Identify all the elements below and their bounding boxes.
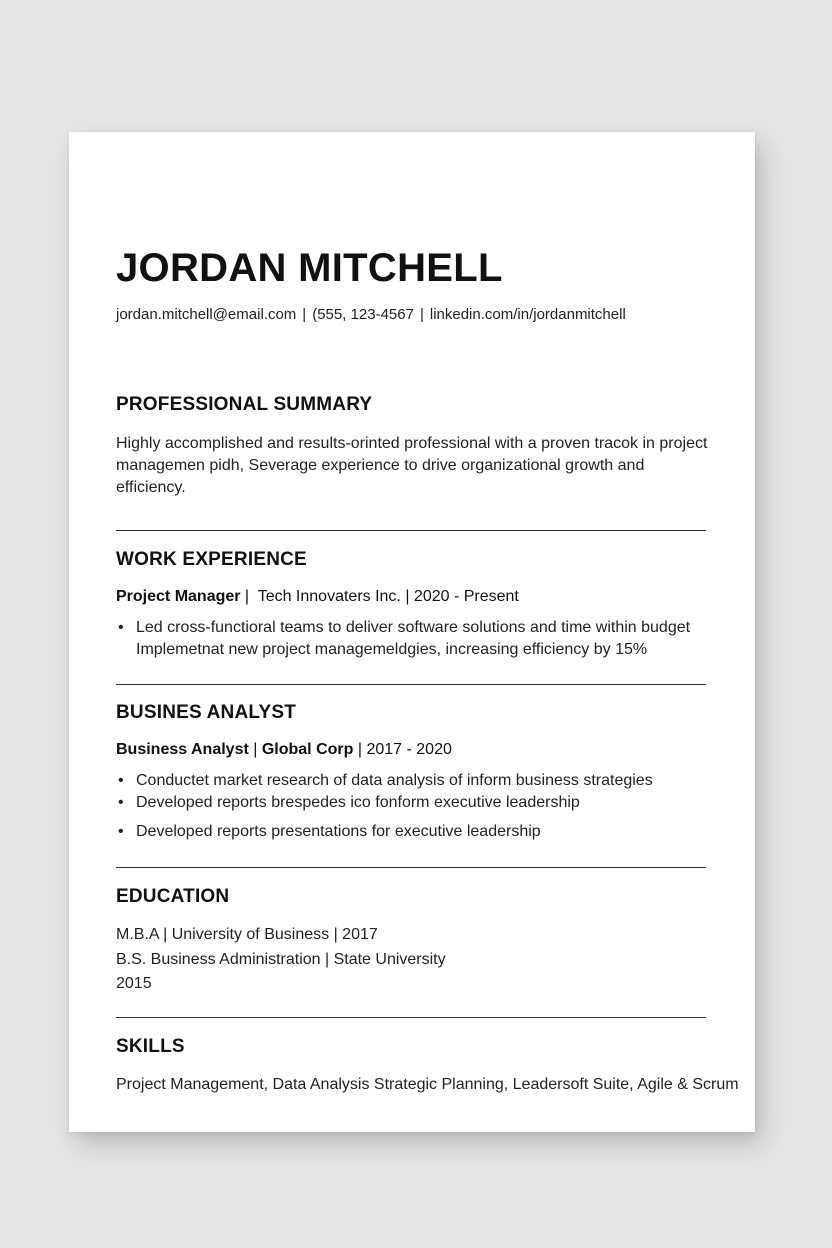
education-list — [116, 923, 708, 997]
contact-email: jordan.mitchell@email.com — [116, 306, 297, 323]
section-divider — [116, 1017, 706, 1018]
summary-heading: PROFESSIONAL SUMMARY — [116, 394, 373, 415]
job-separator: | — [400, 588, 414, 605]
job-role: Project Manager — [116, 588, 241, 605]
contact-phone: (555, 123-4567 — [312, 306, 414, 323]
job-role: Business Analyst — [116, 741, 249, 758]
work-experience-heading: WORK EXPERIENCE — [116, 549, 307, 570]
summary-text — [116, 433, 708, 499]
contact-linkedin: linkedin.com/in/jordanmitchell — [429, 306, 626, 323]
job-dates: 2017 - 2020 — [366, 741, 452, 758]
bullet-item: • Led cross-functioral teams to deliver software solutions and time within budget — [116, 617, 708, 639]
job-company: Tech Innovaters Inc. — [257, 588, 401, 605]
job-separator: | — [353, 741, 367, 758]
bullet-item: • Conductet market research of data analysis of inform business strategies — [116, 770, 708, 792]
section-divider — [116, 530, 706, 531]
bullet-item: • Developed reports presentations for executive leadership — [116, 821, 708, 843]
section-divider — [116, 684, 706, 685]
job-company: Global Corp — [261, 741, 354, 758]
contact-separator: | — [302, 306, 307, 323]
contact-line — [116, 305, 708, 325]
education-entry: M.B.A | University of Business | 2017 — [116, 926, 378, 943]
skills-heading: SKILLS — [116, 1035, 185, 1057]
candidate-name: JORDAN MITCHELL — [116, 246, 503, 290]
summary-line: Highly accomplished and results-orinted professional with a proven tracok in project — [116, 435, 708, 452]
contact-separator: | — [419, 306, 424, 323]
summary-line: managemen pidh, Severage experience to drive organizational growth and efficiency. — [116, 457, 645, 496]
resume-page — [69, 132, 755, 1132]
bullet-item: Implemetnat new project managemeldgies, increasing efficiency by 15% — [136, 641, 648, 658]
section-divider — [116, 867, 706, 868]
work-bullet-list — [116, 617, 708, 661]
job-header — [116, 586, 708, 608]
job-dates: 2020 - Present — [413, 588, 519, 605]
analyst-bullet-list — [116, 770, 708, 843]
resume-content — [116, 244, 739, 1096]
business-analyst-heading: BUSINES ANALYST — [116, 702, 297, 723]
job-separator: | — [248, 741, 262, 758]
education-entry: B.S. Business Administration | State University — [116, 950, 446, 968]
education-entry: 2015 — [116, 975, 152, 992]
education-heading: EDUCATION — [116, 886, 230, 907]
skills-text: Project Management, Data Analysis Strategic Planning, Leadersoft Suite, Agile & Scrum — [116, 1075, 739, 1093]
job-separator: | — [240, 588, 258, 605]
job-header — [116, 739, 708, 761]
bullet-item: • Developed reports brespedes ico fonform executive leadership — [116, 792, 708, 814]
